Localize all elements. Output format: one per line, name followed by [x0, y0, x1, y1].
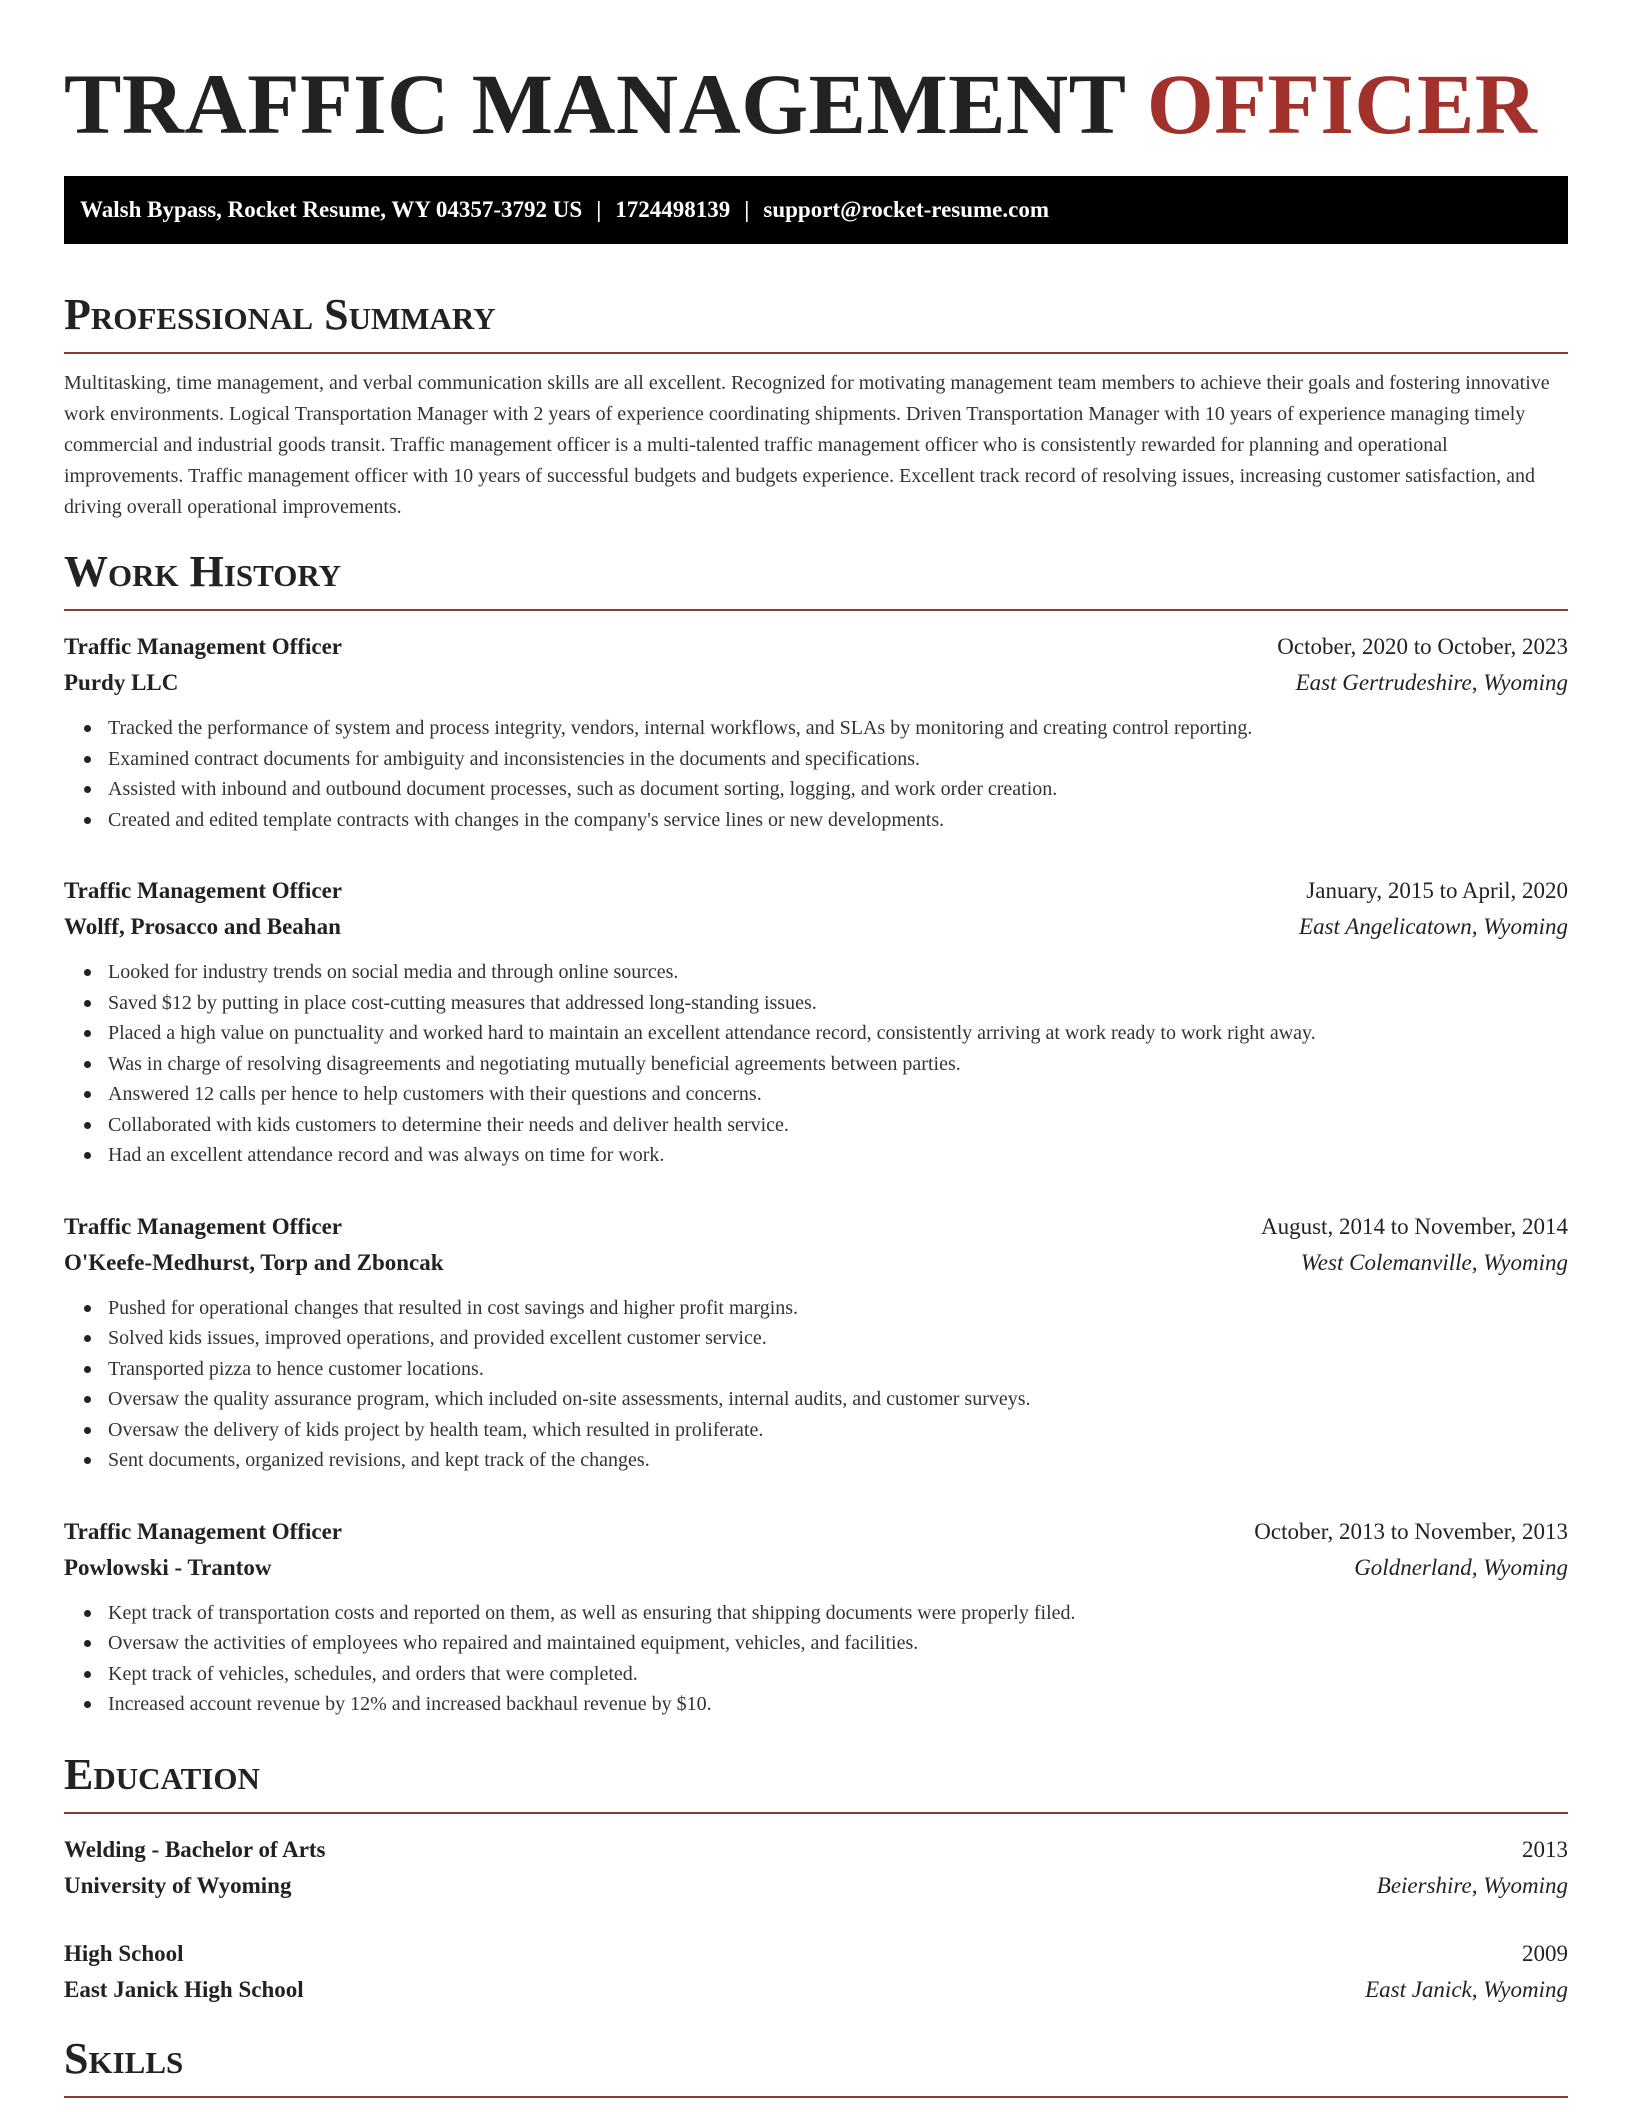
contact-bar — [64, 176, 1568, 244]
education-degree: High School — [64, 1940, 184, 1966]
education-school-row — [64, 1868, 1568, 1904]
section-title-summary: Professional Summary — [64, 288, 1568, 354]
job-entry — [64, 1514, 1568, 1720]
job-bullet: Oversaw the delivery of kids project by health team, which resulted in proliferate. — [64, 1415, 1568, 1446]
job-dates: October, 2013 to November, 2013 — [1254, 1518, 1568, 1544]
contact-phone[interactable]: 1724498139 — [615, 197, 731, 222]
education-degree-row — [64, 1832, 1568, 1868]
job-dates: January, 2015 to April, 2020 — [1306, 878, 1568, 903]
contact-email[interactable]: support@rocket-resume.com — [763, 197, 1050, 222]
job-bullet: Assisted with inbound and outbound document processes, such as document sorting, logging, and work order creation. — [64, 774, 1568, 805]
job-bullet: Answered 12 calls per hence to help customers with their questions and concerns. — [64, 1079, 1568, 1110]
section-title-education: Education — [64, 1748, 1568, 1814]
job-title: Traffic Management Officer — [64, 878, 343, 903]
job-bullet: Examined contract documents for ambiguity and inconsistencies in the documents and specifications. — [64, 744, 1568, 775]
education-entry — [64, 1832, 1568, 1904]
job-title: Traffic Management Officer — [64, 1213, 343, 1239]
job-bullet: Solved kids issues, improved operations, and provided excellent customer service. — [64, 1323, 1568, 1354]
job-bullet: Created and edited template contracts with changes in the company's service lines or new developments. — [64, 805, 1568, 836]
job-company-row — [64, 1550, 1568, 1586]
education-location: Beiershire, Wyoming — [1376, 1872, 1568, 1898]
job-bullet-list — [64, 1598, 1568, 1720]
education-school: University of Wyoming — [64, 1872, 292, 1898]
job-location: Goldnerland, Wyoming — [1354, 1554, 1568, 1580]
contact-separator: | — [744, 197, 750, 222]
job-title: Traffic Management Officer — [64, 1518, 343, 1544]
job-company: Purdy LLC — [64, 670, 179, 695]
job-location: West Colemanville, Wyoming — [1300, 1249, 1568, 1275]
section-title-work-history: Work History — [64, 545, 1568, 611]
section-title-skills: Skills — [64, 2032, 1568, 2098]
job-bullet: Looked for industry trends on social media and through online sources. — [64, 957, 1568, 988]
job-title: Traffic Management Officer — [64, 634, 343, 659]
education-school-row — [64, 1972, 1568, 2008]
job-company-row — [64, 665, 1568, 701]
job-bullet: Pushed for operational changes that resulted in cost savings and higher profit margins. — [64, 1293, 1568, 1324]
education-school: East Janick High School — [64, 1976, 304, 2002]
contact-address: Walsh Bypass, Rocket Resume, WY 04357-3792 US — [80, 197, 583, 222]
job-bullet: Tracked the performance of system and process integrity, vendors, internal workflows, and SLAs by monitoring and creating control reporting. — [64, 713, 1568, 744]
job-bullet: Placed a high value on punctuality and worked hard to maintain an excellent attendance record, consistently arriving at work ready to work right away. — [64, 1018, 1568, 1049]
job-bullet: Increased account revenue by 12% and increased backhaul revenue by $10. — [64, 1689, 1568, 1720]
job-header-row — [64, 873, 1568, 909]
job-entry — [64, 873, 1568, 1171]
summary-text: Multitasking, time management, and verbal communication skills are all excellent. Recognized for motivating management team members to achieve their goals and fostering innovative work environments. Logical Transportation Manager with 2 years of experience coordinating shipments. Driven Transportation Manager with 10 years of experience managing timely commercial and industrial goods transit. Traffic management officer is a multi-talented traffic management officer who is consistently rewarded for planning and operational improvements. Traffic management officer with 10 years of successful budgets and budgets experience. Excellent track record of resolving issues, increasing customer satisfaction, and driving overall operational improvements. — [64, 372, 1550, 518]
job-bullet: Kept track of transportation costs and reported on them, as well as ensuring that shipping documents were properly filed. — [64, 1598, 1568, 1629]
name-first: TRAFFIC MANAGEMENT — [64, 56, 1125, 152]
job-company: Wolff, Prosacco and Beahan — [64, 914, 341, 939]
name-last: OFFICER — [1146, 56, 1538, 152]
job-bullet: Saved $12 by putting in place cost-cutting measures that addressed long-standing issues. — [64, 988, 1568, 1019]
job-header-row — [64, 1209, 1568, 1245]
job-entry — [64, 629, 1568, 835]
education-degree: Welding - Bachelor of Arts — [64, 1836, 326, 1862]
education-entry — [64, 1936, 1568, 2008]
job-bullet-list — [64, 1293, 1568, 1476]
job-bullet: Oversaw the activities of employees who repaired and maintained equipment, vehicles, and facilities. — [64, 1628, 1568, 1659]
job-location: East Angelicatown, Wyoming — [1299, 914, 1568, 939]
job-bullet: Kept track of vehicles, schedules, and orders that were completed. — [64, 1659, 1568, 1690]
job-company-row — [64, 1245, 1568, 1281]
job-bullet: Transported pizza to hence customer locations. — [64, 1354, 1568, 1385]
job-bullet-list — [64, 957, 1568, 1171]
job-bullet: Collaborated with kids customers to determine their needs and deliver health service. — [64, 1110, 1568, 1141]
job-bullet-list — [64, 713, 1568, 835]
job-company-row — [64, 909, 1568, 945]
job-header-row — [64, 1514, 1568, 1550]
contact-separator: | — [596, 197, 602, 222]
job-bullet: Oversaw the quality assurance program, which included on-site assessments, internal audits, and customer surveys. — [64, 1384, 1568, 1415]
job-entry — [64, 1209, 1568, 1476]
job-location: East Gertrudeshire, Wyoming — [1295, 670, 1568, 695]
job-bullet: Was in charge of resolving disagreements and negotiating mutually beneficial agreements between parties. — [64, 1049, 1568, 1080]
education-year: 2013 — [1522, 1836, 1568, 1862]
education-year: 2009 — [1522, 1940, 1568, 1966]
education-location: East Janick, Wyoming — [1365, 1976, 1568, 2002]
resume-name — [64, 52, 1568, 156]
job-bullet: Sent documents, organized revisions, and kept track of the changes. — [64, 1445, 1568, 1476]
job-dates: August, 2014 to November, 2014 — [1261, 1213, 1568, 1239]
job-company: O'Keefe-Medhurst, Torp and Zboncak — [64, 1249, 444, 1275]
job-bullet: Had an excellent attendance record and was always on time for work. — [64, 1140, 1568, 1171]
education-degree-row — [64, 1936, 1568, 1972]
job-company: Powlowski - Trantow — [64, 1554, 272, 1580]
job-dates: October, 2020 to October, 2023 — [1277, 634, 1568, 659]
job-header-row — [64, 629, 1568, 665]
